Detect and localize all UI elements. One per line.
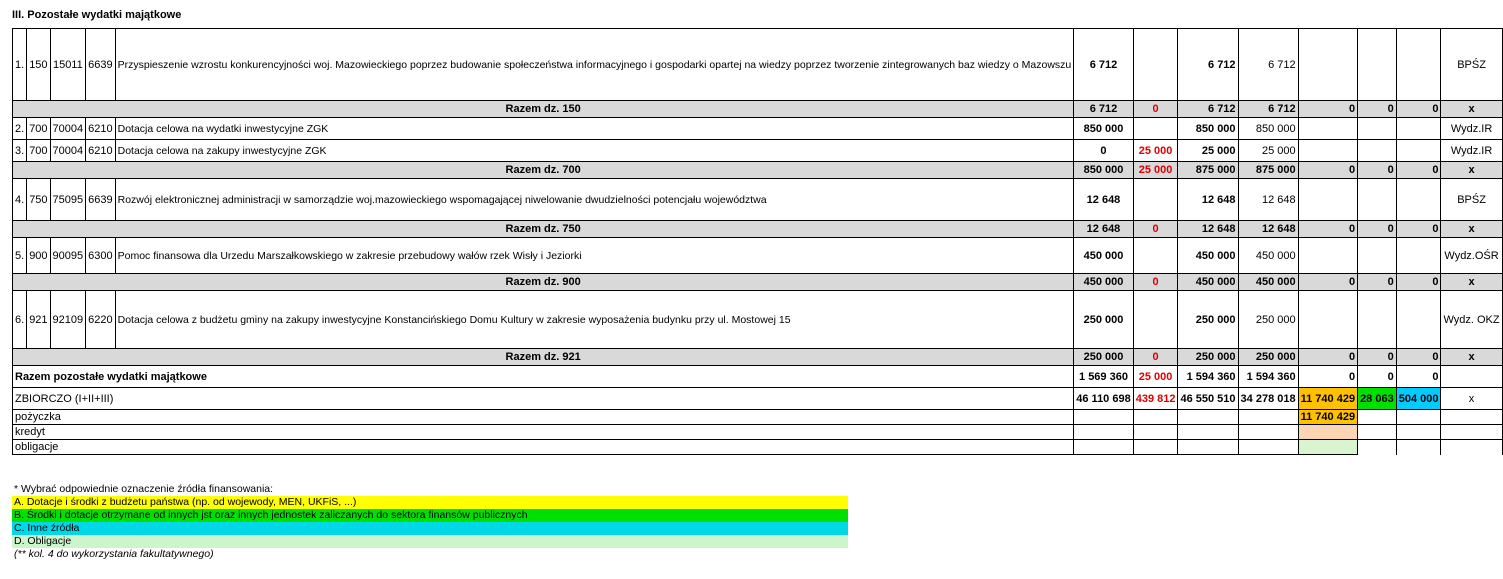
item-value-after: 25 000 — [1178, 140, 1238, 162]
subtotal-value-after: 250 000 — [1178, 349, 1238, 366]
item-value-source-c — [1396, 29, 1441, 101]
item-dzial: 150 — [27, 29, 50, 101]
item-rozdzial: 90095 — [50, 238, 86, 274]
item-value-change — [1133, 29, 1178, 101]
item-value-plan: 12 648 — [1074, 179, 1133, 221]
financing-empty-cell — [1396, 410, 1441, 425]
financing-empty-cell — [1238, 440, 1298, 455]
item-number: 6. — [13, 291, 27, 349]
subtotal-value-source-a: 0 — [1298, 101, 1357, 118]
subtotal-value-source-b: 0 — [1358, 162, 1397, 179]
subtotal-value-after: 12 648 — [1178, 221, 1238, 238]
total-value-source-b: 0 — [1358, 366, 1397, 388]
item-unit: BPŚZ — [1441, 29, 1502, 101]
item-number: 5. — [13, 238, 27, 274]
subtotal-label: Razem dz. 150 — [13, 101, 1074, 118]
financing-empty-cell — [1178, 425, 1238, 440]
table-body — [13, 29, 1503, 455]
financing-empty-cell — [1074, 410, 1133, 425]
subtotal-value-plan: 250 000 — [1074, 349, 1133, 366]
item-paragraf: 6210 — [86, 140, 115, 162]
item-value-change — [1133, 291, 1178, 349]
subtotal-label: Razem dz. 921 — [13, 349, 1074, 366]
item-value-source-c — [1396, 291, 1441, 349]
item-value-col4: 850 000 — [1238, 118, 1298, 140]
item-value-source-b — [1358, 29, 1397, 101]
item-unit: Wydz.IR — [1441, 140, 1502, 162]
item-value-col4: 450 000 — [1238, 238, 1298, 274]
subtotal-value-after: 6 712 — [1178, 101, 1238, 118]
financing-empty-cell — [1133, 425, 1178, 440]
item-row — [13, 140, 1503, 162]
item-value-plan: 250 000 — [1074, 291, 1133, 349]
item-value-source-a — [1298, 179, 1357, 221]
subtotal-unit: x — [1441, 221, 1502, 238]
subtotal-value-after: 875 000 — [1178, 162, 1238, 179]
subtotal-value-change: 0 — [1133, 349, 1178, 366]
financing-value — [1298, 440, 1357, 455]
item-value-source-c — [1396, 118, 1441, 140]
source-b-legend: B. Środki i dotacje otrzymane od innych jst oraz innych jednostek zaliczanych do sektora finansów publicznych — [12, 509, 848, 522]
subtotal-value-col4: 250 000 — [1238, 349, 1298, 366]
subtotal-label: Razem dz. 700 — [13, 162, 1074, 179]
item-value-change: 25 000 — [1133, 140, 1178, 162]
item-description: Dotacja celowa na wydatki inwestycyjne ZGK — [115, 118, 1074, 140]
total-unit — [1441, 366, 1502, 388]
financing-empty-cell — [1178, 440, 1238, 455]
total-value-source-c: 0 — [1396, 366, 1441, 388]
zbiorczo-value-source-b: 28 063 — [1358, 388, 1397, 410]
subtotal-unit: x — [1441, 349, 1502, 366]
subtotal-row — [13, 162, 1503, 179]
item-value-col4: 250 000 — [1238, 291, 1298, 349]
item-description: Rozwój elektronicznej administracji w samorządzie woj.mazowieckiego wspomagającej niwelowanie dwudzielności potencjału województwa — [115, 179, 1074, 221]
subtotal-value-source-a: 0 — [1298, 221, 1357, 238]
total-value-plan: 1 569 360 — [1074, 366, 1133, 388]
item-dzial: 700 — [27, 118, 50, 140]
financing-empty-cell — [1133, 440, 1178, 455]
subtotal-value-change: 0 — [1133, 101, 1178, 118]
subtotal-value-source-a: 0 — [1298, 349, 1357, 366]
item-paragraf: 6300 — [86, 238, 115, 274]
item-number: 1. — [13, 29, 27, 101]
subtotal-value-after: 450 000 — [1178, 274, 1238, 291]
subtotal-value-col4: 12 648 — [1238, 221, 1298, 238]
financing-row-kredyt — [13, 425, 1503, 440]
financing-label: pożyczka — [13, 410, 1074, 425]
item-dzial: 921 — [27, 291, 50, 349]
item-rozdzial: 92109 — [50, 291, 86, 349]
zbiorczo-value-source-c: 504 000 — [1396, 388, 1441, 410]
source-a-legend: A. Dotacje i środki z budżetu państwa (np. od wojewody, MEN, UKFiS, ...) — [12, 496, 848, 509]
financing-empty-cell — [1133, 410, 1178, 425]
subtotal-value-col4: 6 712 — [1238, 101, 1298, 118]
subtotal-value-source-b: 0 — [1358, 221, 1397, 238]
subtotal-value-source-b: 0 — [1358, 274, 1397, 291]
subtotal-value-source-b: 0 — [1358, 101, 1397, 118]
item-value-plan: 850 000 — [1074, 118, 1133, 140]
item-value-plan: 450 000 — [1074, 238, 1133, 274]
subtotal-value-source-c: 0 — [1396, 349, 1441, 366]
zbiorczo-unit: x — [1441, 388, 1502, 410]
item-value-plan: 6 712 — [1074, 29, 1133, 101]
section-title: III. Pozostałe wydatki majątkowe — [12, 9, 182, 21]
item-value-source-c — [1396, 238, 1441, 274]
item-number: 2. — [13, 118, 27, 140]
item-value-col4: 25 000 — [1238, 140, 1298, 162]
subtotal-unit: x — [1441, 101, 1502, 118]
item-row — [13, 29, 1503, 101]
subtotal-value-change: 25 000 — [1133, 162, 1178, 179]
subtotal-value-source-b: 0 — [1358, 349, 1397, 366]
item-paragraf: 6639 — [86, 29, 115, 101]
zbiorczo-label: ZBIORCZO (I+II+III) — [13, 388, 1074, 410]
item-value-source-c — [1396, 140, 1441, 162]
item-number: 3. — [13, 140, 27, 162]
zbiorczo-value-source-a: 11 740 429 — [1298, 388, 1357, 410]
item-paragraf: 6210 — [86, 118, 115, 140]
item-value-source-b — [1358, 118, 1397, 140]
item-row — [13, 118, 1503, 140]
subtotal-value-plan: 850 000 — [1074, 162, 1133, 179]
item-unit: Wydz.IR — [1441, 118, 1502, 140]
item-value-source-a — [1298, 118, 1357, 140]
item-value-change — [1133, 238, 1178, 274]
subtotal-row — [13, 274, 1503, 291]
item-unit: Wydz. OKZ — [1441, 291, 1502, 349]
item-value-col4: 12 648 — [1238, 179, 1298, 221]
notes-intro: * Wybrać odpowiednie oznaczenie źródła finansowania: — [14, 483, 274, 495]
item-value-after: 6 712 — [1178, 29, 1238, 101]
item-rozdzial: 70004 — [50, 140, 86, 162]
item-value-after: 250 000 — [1178, 291, 1238, 349]
financing-empty-cell — [1358, 410, 1397, 425]
item-dzial: 700 — [27, 140, 50, 162]
item-value-source-c — [1396, 179, 1441, 221]
source-d-legend: D. Obligacje — [12, 535, 848, 548]
total-label: Razem pozostałe wydatki majątkowe — [13, 366, 1074, 388]
financing-value: 11 740 429 — [1298, 410, 1357, 425]
item-value-plan: 0 — [1074, 140, 1133, 162]
source-c-legend: C. Inne źródła — [12, 522, 848, 535]
total-value-source-a: 0 — [1298, 366, 1357, 388]
financing-empty-cell — [1441, 440, 1502, 455]
subtotal-value-change: 0 — [1133, 221, 1178, 238]
notes-footer: (** kol. 4 do wykorzystania fakultatywnego) — [14, 548, 214, 560]
item-rozdzial: 70004 — [50, 118, 86, 140]
total-value-change: 25 000 — [1133, 366, 1178, 388]
expenses-table — [12, 28, 1503, 455]
subtotal-row — [13, 349, 1503, 366]
financing-empty-cell — [1396, 425, 1441, 440]
item-value-after: 12 648 — [1178, 179, 1238, 221]
item-value-source-b — [1358, 238, 1397, 274]
item-value-col4: 6 712 — [1238, 29, 1298, 101]
zbiorczo-value-plan: 46 110 698 — [1074, 388, 1133, 410]
item-value-change — [1133, 179, 1178, 221]
subtotal-value-source-c: 0 — [1396, 101, 1441, 118]
subtotal-value-source-c: 0 — [1396, 221, 1441, 238]
item-value-source-a — [1298, 29, 1357, 101]
item-value-source-a — [1298, 238, 1357, 274]
total-value-after: 1 594 360 — [1178, 366, 1238, 388]
subtotal-value-source-c: 0 — [1396, 274, 1441, 291]
item-value-after: 850 000 — [1178, 118, 1238, 140]
item-description: Dotacja celowa na zakupy inwestycyjne ZGK — [115, 140, 1074, 162]
subtotal-value-col4: 450 000 — [1238, 274, 1298, 291]
item-number: 4. — [13, 179, 27, 221]
item-value-source-b — [1358, 140, 1397, 162]
subtotal-value-source-c: 0 — [1396, 162, 1441, 179]
financing-empty-cell — [1441, 410, 1502, 425]
subtotal-unit: x — [1441, 274, 1502, 291]
subtotal-row — [13, 221, 1503, 238]
item-description: Przyspieszenie wzrostu konkurencyjności woj. Mazowieckiego poprzez budowanie społeczeństwa informacyjnego i gospodarki opartej na wiedzy poprzez tworzenie zintegrowanych baz wiedzy o Mazowszu — [115, 29, 1074, 101]
financing-empty-cell — [1441, 425, 1502, 440]
financing-empty-cell — [1074, 425, 1133, 440]
subtotal-value-plan: 450 000 — [1074, 274, 1133, 291]
subtotal-value-change: 0 — [1133, 274, 1178, 291]
subtotal-value-plan: 6 712 — [1074, 101, 1133, 118]
item-value-source-a — [1298, 291, 1357, 349]
zbiorczo-value-change: 439 812 — [1133, 388, 1178, 410]
item-unit: BPŚZ — [1441, 179, 1502, 221]
total-row — [13, 366, 1503, 388]
total-value-col4: 1 594 360 — [1238, 366, 1298, 388]
item-value-source-a — [1298, 140, 1357, 162]
financing-label: kredyt — [13, 425, 1074, 440]
financing-empty-cell — [1238, 410, 1298, 425]
item-description: Dotacja celowa z budżetu gminy na zakupy inwestycyjne Konstancińskiego Domu Kultury w zakresie wyposażenia budynku przy ul. Mostowej 15 — [115, 291, 1074, 349]
item-description: Pomoc finansowa dla Urzedu Marszałkowskiego w zakresie przebudowy wałów rzek Wisły i Jeziorki — [115, 238, 1074, 274]
financing-row-obligacje — [13, 440, 1503, 455]
financing-empty-cell — [1358, 440, 1397, 455]
financing-label: obligacje — [13, 440, 1074, 455]
item-value-change — [1133, 118, 1178, 140]
subtotal-value-col4: 875 000 — [1238, 162, 1298, 179]
item-paragraf: 6639 — [86, 179, 115, 221]
item-rozdzial: 75095 — [50, 179, 86, 221]
financing-row-pozyczka — [13, 410, 1503, 425]
notes-section — [12, 483, 848, 561]
subtotal-row — [13, 101, 1503, 118]
zbiorczo-value-col4: 34 278 018 — [1238, 388, 1298, 410]
subtotal-value-plan: 12 648 — [1074, 221, 1133, 238]
subtotal-value-source-a: 0 — [1298, 162, 1357, 179]
item-value-source-b — [1358, 291, 1397, 349]
zbiorczo-value-after: 46 550 510 — [1178, 388, 1238, 410]
subtotal-value-source-a: 0 — [1298, 274, 1357, 291]
financing-empty-cell — [1238, 425, 1298, 440]
subtotal-unit: x — [1441, 162, 1502, 179]
zbiorczo-row — [13, 388, 1503, 410]
item-row — [13, 238, 1503, 274]
item-dzial: 750 — [27, 179, 50, 221]
financing-value — [1298, 425, 1357, 440]
item-rozdzial: 15011 — [50, 29, 86, 101]
item-row — [13, 291, 1503, 349]
item-row — [13, 179, 1503, 221]
financing-empty-cell — [1396, 440, 1441, 455]
item-paragraf: 6220 — [86, 291, 115, 349]
item-value-source-b — [1358, 179, 1397, 221]
item-value-after: 450 000 — [1178, 238, 1238, 274]
financing-empty-cell — [1178, 410, 1238, 425]
financing-empty-cell — [1358, 425, 1397, 440]
subtotal-label: Razem dz. 900 — [13, 274, 1074, 291]
financing-empty-cell — [1074, 440, 1133, 455]
item-unit: Wydz.OŚR — [1441, 238, 1502, 274]
item-dzial: 900 — [27, 238, 50, 274]
subtotal-label: Razem dz. 750 — [13, 221, 1074, 238]
